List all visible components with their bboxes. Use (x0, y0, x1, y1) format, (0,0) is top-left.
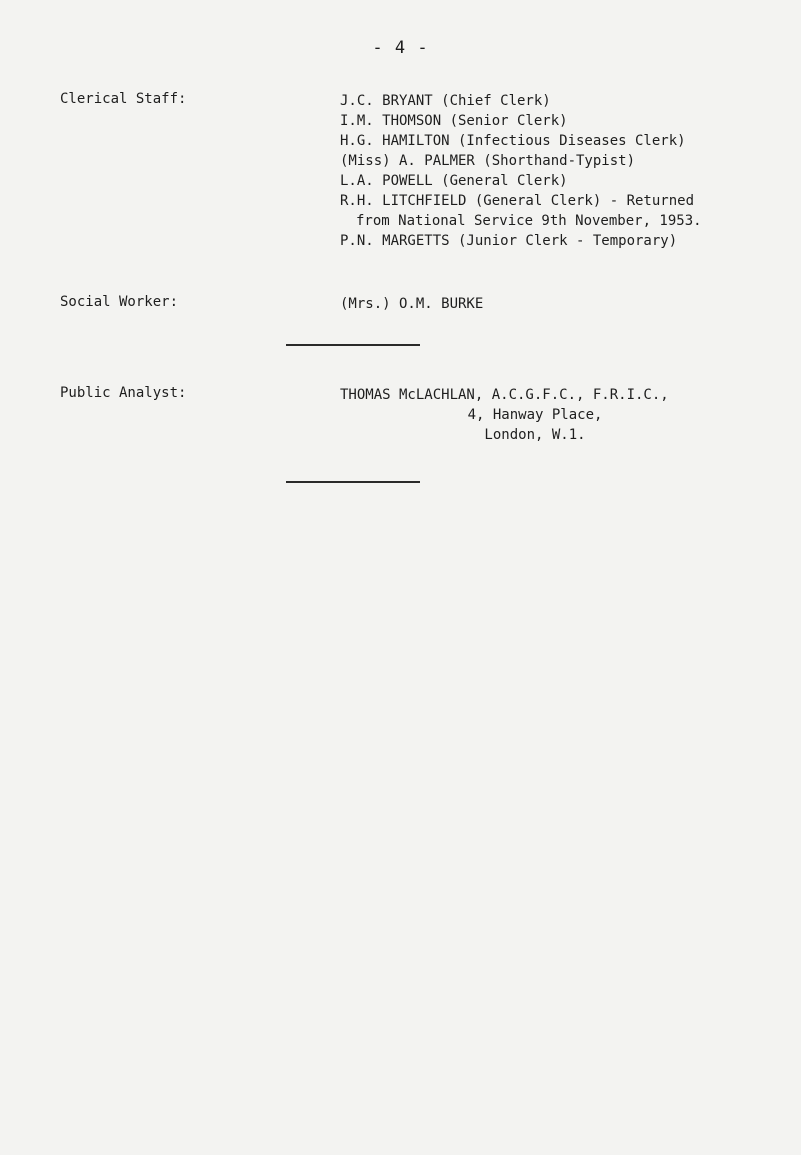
social-worker-entry: (Mrs.) O.M. BURKE (340, 296, 484, 312)
public-analyst-label: Public Analyst: (60, 385, 187, 401)
staff-entry: R.H. LITCHFIELD (General Clerk) - Returned (340, 193, 695, 209)
staff-entry: H.G. HAMILTON (Infectious Diseases Clerk) (340, 133, 686, 149)
analyst-address-line: London, W.1. (484, 427, 586, 443)
staff-entry: L.A. POWELL (General Clerk) (340, 173, 568, 189)
staff-entry: I.M. THOMSON (Senior Clerk) (340, 113, 568, 129)
page-number: - 4 - (372, 38, 429, 58)
analyst-name: THOMAS McLACHLAN, A.C.G.F.C., F.R.I.C., (340, 387, 669, 403)
clerical-staff-label: Clerical Staff: (60, 91, 187, 107)
section-divider (286, 481, 420, 483)
social-worker-list (340, 294, 770, 314)
staff-entry-continuation: from National Service 9th November, 1953. (356, 213, 702, 229)
clerical-staff-list (340, 91, 770, 251)
staff-entry: (Miss) A. PALMER (Shorthand-Typist) (340, 153, 636, 169)
public-analyst-address (340, 385, 770, 445)
staff-entry: P.N. MARGETTS (Junior Clerk - Temporary) (340, 233, 678, 249)
staff-entry: J.C. BRYANT (Chief Clerk) (340, 93, 551, 109)
section-divider (286, 344, 420, 346)
social-worker-label: Social Worker: (60, 294, 179, 310)
analyst-address-line: 4, Hanway Place, (467, 407, 603, 423)
